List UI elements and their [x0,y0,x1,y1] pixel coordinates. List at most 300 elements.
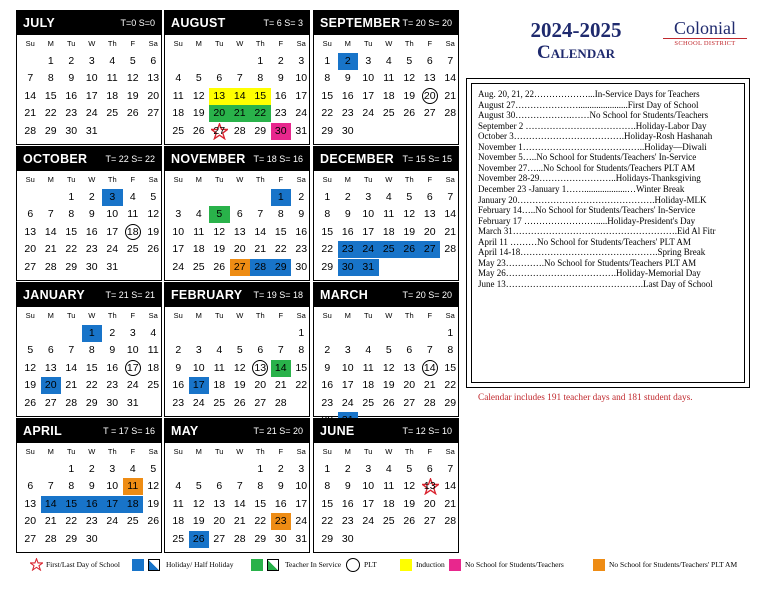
day-cell: 6 [216,72,223,85]
day-cell: 16 [274,497,287,510]
day-cell: 11 [383,208,395,221]
day-cell: 19 [147,225,160,238]
day-cell: 18 [382,497,395,510]
day-cell: 3 [365,463,372,475]
day-cell: 20 [423,497,436,510]
day-cell: 31 [295,532,308,545]
event-row [478,237,740,248]
day-cell: 29 [65,260,78,273]
month-november [164,146,310,281]
event-row [478,216,740,227]
day-cell: 21 [44,515,57,528]
day-cell: 11 [213,361,225,374]
day-cell: 10 [106,208,119,221]
weekday-label: Sa [148,175,158,184]
weekday-label: Th [255,39,265,48]
day-cell: 30 [274,532,287,545]
event-date: Aug. 20, 21, 22 [478,89,534,99]
day-cell: 24 [192,396,205,409]
weekday-label: M [344,39,351,48]
legend-swatch [593,559,605,571]
weekday-header [17,175,161,187]
weekday-label: Sa [445,175,455,184]
weekday-label: Su [173,39,183,48]
weekday-label: Sa [445,447,455,456]
month-header [17,419,161,443]
event-row [478,163,740,174]
weekday-label: Tu [67,175,76,184]
event-row [478,226,740,237]
event-label: Holiday-Memorial Day [616,268,701,279]
day-cell: 23 [65,107,78,120]
event-leader: …………………...................... [515,99,628,110]
weekday-label: Su [322,311,332,320]
day-cell: 9 [175,361,182,374]
day-cell: 5 [385,344,392,357]
day-cell: 9 [324,361,331,374]
day-cell: 21 [254,243,267,256]
day-cell: 9 [68,72,75,85]
weekday-label: W [385,311,393,320]
calendar-heading: Calendar [536,42,615,63]
day-cell: 16 [65,89,78,102]
day-cell: 25 [382,107,395,120]
day-cell: 6 [426,463,433,475]
day-cell: 17 [295,497,308,510]
day-cell: 4 [216,344,223,357]
day-cell: 7 [47,480,54,493]
month-header [17,283,161,307]
day-cell: 28 [444,515,457,528]
day-cell: 25 [126,515,139,528]
day-cell: 19 [403,225,416,238]
weekday-label: F [427,311,433,320]
day-cell: 22 [321,107,334,120]
day-cell: 1 [68,191,75,203]
day-cell: 16 [106,361,119,374]
day-cell: 28 [250,259,271,276]
event-row [478,89,740,100]
day-cell: 19 [126,89,139,102]
weekday-label: M [195,447,202,456]
event-text [478,216,740,227]
day-cell: 30 [341,532,354,545]
weekday-label: Th [404,39,414,48]
day-cell: 25 [382,515,395,528]
event-row [478,131,740,142]
day-cell: 17 [106,225,119,238]
day-cell: 7 [447,191,454,203]
event-date: February 17 [478,215,522,226]
day-cell: 30 [295,260,308,273]
district-logo [663,18,747,47]
event-label: Last Day of School [643,278,713,289]
day-cell: 24 [172,260,185,273]
event-text [478,237,740,248]
day-cell: 31 [295,124,308,137]
event-date: May 23 [478,257,506,268]
event-row [478,184,740,195]
day-cell: 9 [88,208,95,221]
day-cell: 30 [338,259,359,276]
event-row [478,152,740,163]
weekday-label: Th [404,447,414,456]
day-cell: 21 [44,243,57,256]
day-cell: 10 [362,208,375,221]
day-cell: 1 [324,463,331,475]
day-cell: 6 [47,344,54,357]
day-cell: 19 [24,379,37,392]
day-cell: 23 [271,513,292,530]
day-cell: 28 [233,532,246,545]
day-cell: 28 [233,124,246,137]
day-cell: 12 [24,361,37,374]
day-cell: 23 [106,379,119,392]
event-text [478,268,740,279]
weekday-label: W [385,175,393,184]
day-cell: 4 [175,72,182,85]
day-cell: 3 [298,463,305,475]
weekday-label: F [130,39,136,48]
day-cell: 1 [47,55,54,67]
month-february [164,282,310,417]
day-cell: 27 [423,107,436,120]
day-cell: 31 [85,124,98,137]
day-cell: 12 [403,208,416,221]
weekday-label: W [88,311,96,320]
day-cell: 3 [195,344,202,357]
day-cell: 21 [24,107,37,120]
day-cell [123,224,144,241]
weekday-label: Tu [67,311,76,320]
day-cell: 18 [172,107,185,120]
day-cell: 28 [44,532,57,545]
day-cell: 2 [88,191,95,203]
day-cell: 13 [209,88,230,105]
day-cell: 14 [233,497,246,510]
day-cell: 18 [382,225,395,238]
day-cell: 27 [24,260,37,273]
day-cell: 26 [189,531,210,548]
event-label: Holiday-Rosh Hashanah [624,131,713,142]
day-cell: 19 [213,243,226,256]
day-cell [250,360,271,377]
day-cell: 30 [271,123,292,140]
day-cell: 29 [321,124,334,137]
day-cell: 29 [85,396,98,409]
weekday-label: F [130,447,136,456]
weekday-label: Su [173,447,183,456]
event-text [478,89,740,100]
day-cell: 28 [444,107,457,120]
day-cell: 16 [85,225,98,238]
day-cell: 5 [195,480,202,493]
weekday-label: Th [404,175,414,184]
day-cell: 1 [447,327,454,339]
weekday-label: Sa [148,311,158,320]
day-cell: 28 [24,124,37,137]
weekday-label: W [88,39,96,48]
month-header [17,147,161,171]
day-cell: 14 [41,496,62,513]
month-header [314,283,458,307]
month-header [17,11,161,35]
day-cell: 30 [85,532,98,545]
day-cell: 15 [321,225,334,238]
day-cell: 2 [324,344,331,357]
event-label: Holiday-President's Day [607,215,696,226]
event-leader: ….. [521,205,536,216]
weekday-label: Sa [445,311,455,320]
day-cell: 11 [362,361,374,374]
day-cell: 3 [109,463,116,475]
plt-circled-day: 14 [422,360,438,376]
day-cell: 22 [321,515,334,528]
event-date: May 26 [478,268,506,279]
event-text [478,131,740,142]
month-july [16,10,162,145]
weekday-header [17,447,161,459]
day-cell: 22 [44,107,57,120]
day-cell: 17 [362,225,375,238]
day-cell: 27 [420,241,441,258]
day-cell: 20 [147,89,160,102]
weekday-label: Tu [67,447,76,456]
day-cell: 22 [85,379,98,392]
day-cell: 23 [85,243,98,256]
month-june [313,418,459,553]
event-leader: ………………………………….. [522,141,645,152]
event-date: February 14 [478,205,522,216]
day-cell: 1 [82,325,103,342]
day-cell: 22 [250,105,271,122]
day-cell: 7 [447,463,454,475]
day-cell: 30 [341,124,354,137]
day-cell: 8 [277,208,284,221]
day-cell: 5 [150,191,157,203]
weekday-label: Th [107,175,117,184]
day-cell: 3 [344,344,351,357]
day-cell: 25 [192,260,205,273]
weekday-label: M [47,447,54,456]
day-cell: 7 [277,344,284,357]
day-cell: 29 [321,532,334,545]
day-cell: 22 [444,379,457,392]
day-cell: 29 [254,124,267,137]
day-cell: 24 [341,396,354,409]
day-cell: 15 [274,225,287,238]
day-cell: 19 [147,497,160,510]
day-cell: 8 [257,72,264,85]
legend-label: No School for Students/Teachers' PLT AM [609,560,738,569]
day-cell: 22 [295,379,308,392]
day-cell: 18 [172,515,185,528]
day-cell: 11 [127,208,139,221]
day-cell: 7 [426,344,433,357]
day-cell: 18 [192,243,205,256]
day-cell: 4 [129,191,136,203]
weekday-label: Th [255,447,265,456]
month-header [314,419,458,443]
day-cell: 8 [88,344,95,357]
weekday-label: M [344,311,351,320]
event-label: Holiday—Diwali [644,141,707,152]
event-text [478,279,740,290]
weekday-label: Su [322,39,332,48]
weekday-label: F [130,311,136,320]
day-cell: 8 [324,208,331,221]
day-cell: 11 [172,89,184,102]
event-label: No School for Students/Teachers PLT AM [543,162,696,173]
day-cell: 4 [175,480,182,493]
day-cell: 7 [257,208,264,221]
day-cell: 23 [338,241,359,258]
day-cell: 4 [195,208,202,221]
day-cell: 12 [213,225,226,238]
day-cell: 27 [254,396,267,409]
event-leader: ………………………………………. [520,247,658,258]
weekday-label: Su [25,39,35,48]
day-cell: 13 [403,361,416,374]
day-cell: 10 [362,480,375,493]
weekday-label: Tu [215,311,224,320]
weekday-label: Th [107,447,117,456]
star-icon [30,558,43,571]
event-leader: ……………….…… [515,110,590,121]
weekday-label: Tu [364,311,373,320]
weekday-label: M [195,311,202,320]
day-cell: 16 [341,497,354,510]
day-cell: 7 [236,480,243,493]
day-cell: 27 [213,532,226,545]
month-header [165,283,309,307]
month-day-totals: T= 12 S= 10 [402,426,452,436]
month-grid [16,10,460,554]
day-cell: 27 [423,515,436,528]
day-cell: 11 [383,72,395,85]
day-cell: 3 [298,55,305,67]
day-cell [420,360,441,377]
event-leader: ………………... [534,89,595,99]
day-cell: 8 [68,480,75,493]
month-header [165,147,309,171]
event-leader: ………………………………………. [517,194,655,205]
event-date: November 27 [478,162,528,173]
weekday-label: Su [322,175,332,184]
event-text [478,226,740,237]
event-label: No School for Students/Teachers' In-Service [535,205,696,216]
month-january [16,282,162,417]
day-cell: 4 [109,55,116,67]
event-row [478,110,740,121]
day-cell: 21 [444,225,457,238]
day-cell: 16 [341,89,354,102]
event-leader: …... [527,162,543,173]
day-cell: 22 [65,515,78,528]
day-cell: 10 [295,480,308,493]
day-cell: 13 [24,497,37,510]
day-cell: 23 [341,107,354,120]
event-leader: ………………………………………………. [512,226,677,237]
day-cell: 10 [172,225,185,238]
day-cell: 2 [344,191,351,203]
month-days [165,53,309,137]
month-day-totals: T=0 S=0 [120,18,155,28]
event-leader: ……… [507,236,538,247]
day-cell: 3 [365,55,372,67]
day-cell: 31 [106,260,119,273]
event-date: January 20 [478,194,518,205]
day-cell: 30 [85,260,98,273]
day-cell: 24 [362,515,375,528]
day-cell [209,123,230,140]
day-cell: 26 [147,243,160,256]
weekday-label: Sa [296,447,306,456]
day-cell: 12 [192,497,205,510]
day-cell: 26 [403,107,416,120]
event-row [478,279,740,290]
month-day-totals: T= 6 S= 3 [263,18,303,28]
day-cell: 10 [85,72,98,85]
day-cell: 17 [189,377,210,394]
day-cell: 17 [295,89,308,102]
weekday-label: Sa [445,39,455,48]
event-label: First Day of School [627,99,699,110]
weekday-label: M [47,39,54,48]
day-cell: 20 [403,379,416,392]
day-cell: 15 [321,497,334,510]
day-cell: 13 [213,497,226,510]
month-day-totals: T= 18 S= 16 [253,154,303,164]
weekday-label: Tu [67,39,76,48]
day-cell: 14 [44,225,57,238]
month-day-totals: T= 21 S= 20 [253,426,303,436]
day-cell: 13 [233,225,246,238]
legend-label: Induction [416,560,445,569]
weekday-header [165,175,309,187]
event-text [478,195,740,206]
events-box [466,78,750,403]
day-cell: 8 [47,72,54,85]
event-label: No School for Students/Teachers PLT AM [544,257,697,268]
weekday-label: Su [173,175,183,184]
day-cell: 4 [385,463,392,475]
day-cell: 19 [192,515,205,528]
event-row [478,247,740,258]
event-text [478,121,740,132]
day-cell: 29 [65,532,78,545]
logo-name: Colonial [674,18,736,38]
weekday-header [314,311,458,323]
day-cell: 16 [341,225,354,238]
weekday-label: F [278,447,284,456]
weekday-label: Tu [364,175,373,184]
day-cell: 20 [209,105,230,122]
calendar-title [496,18,656,64]
day-cell: 29 [254,532,267,545]
day-cell: 3 [102,189,123,206]
weekday-label: M [344,175,351,184]
day-cell: 21 [274,379,287,392]
day-cell: 6 [426,55,433,67]
day-cell: 14 [24,89,37,102]
day-number: 13 [423,480,436,493]
day-cell: 11 [123,478,144,495]
weekday-header [314,39,458,51]
event-leader: ……………………..... [521,215,608,226]
event-row [478,195,740,206]
day-cell: 8 [324,72,331,85]
